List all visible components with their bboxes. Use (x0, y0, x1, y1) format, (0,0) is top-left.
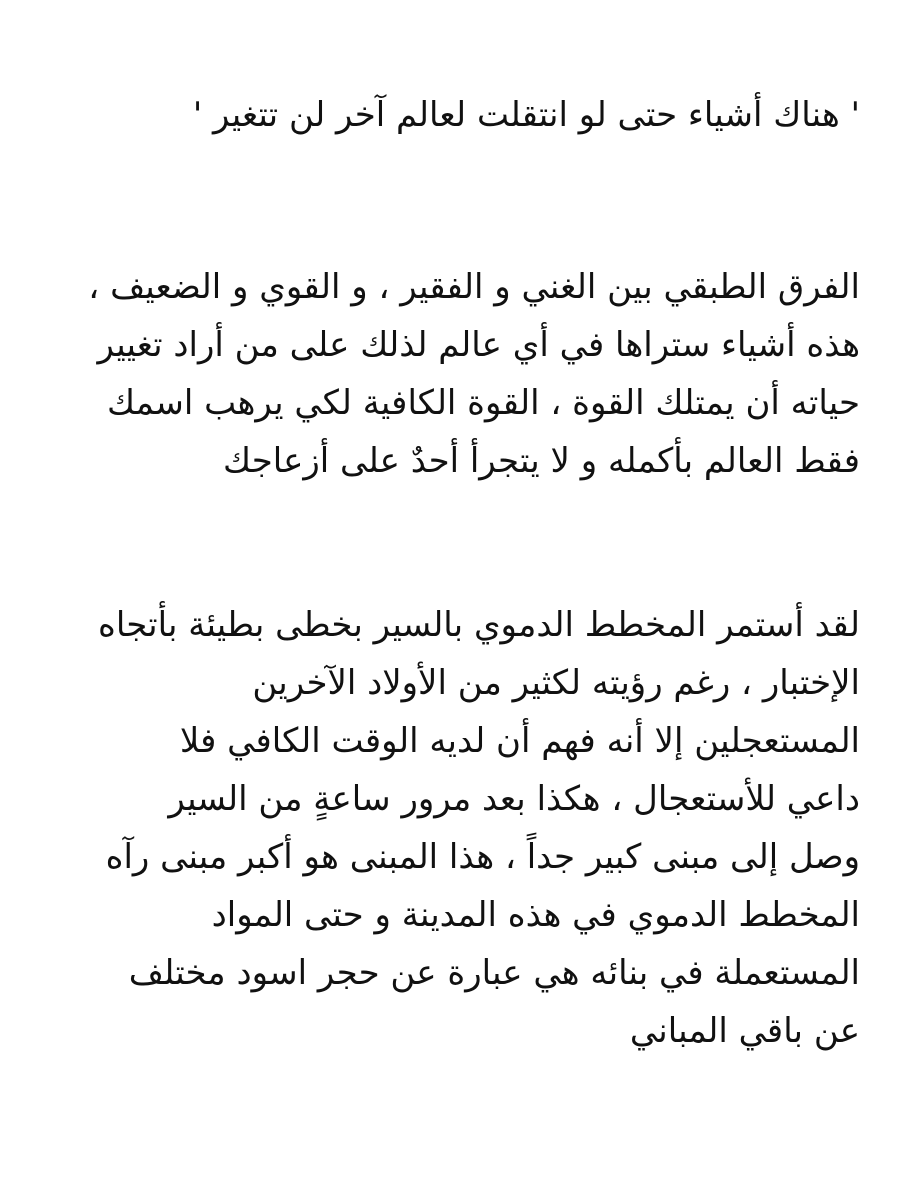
paragraph-1 (35, 258, 860, 490)
paragraph-line: الإختبار ، رغم رؤيته لكثير من الأولاد الآخرين (252, 663, 860, 703)
paragraph-line: وصل إلى مبنى كبير جداً ، هذا المبنى هو أكبر مبنى رآه (105, 837, 860, 877)
paragraph-line: المستعملة في بنائه هي عبارة عن حجر اسود مختلف (128, 953, 860, 993)
paragraph-line: المخطط الدموي في هذه المدينة و حتى المواد (211, 895, 860, 935)
paragraph-line: الفرق الطبقي بين الغني و الفقير ، و القوي و الضعيف ، (88, 267, 860, 307)
paragraph-line: هذه أشياء ستراها في أي عالم لذلك على من أراد تغيير (97, 325, 860, 365)
quote-line: ' هناك أشياء حتى لو انتقلت لعالم آخر لن تتغير ' (192, 95, 860, 135)
paragraph-2 (35, 596, 860, 1060)
paragraph-line: عن باقي المباني (629, 1011, 860, 1051)
paragraph-line: داعي للأستعجال ، هكذا بعد مرور ساعةٍ من السير (168, 779, 860, 819)
opening-quote (35, 86, 860, 144)
paragraph-line: فقط العالم بأكمله و لا يتجرأ أحدٌ على أزعاجك (223, 441, 860, 481)
paragraph-line: حياته أن يمتلك القوة ، القوة الكافية لكي يرهب اسمك (107, 383, 860, 423)
paragraph-line: المستعجلين إلا أنه فهم أن لديه الوقت الكافي فلا (179, 721, 860, 761)
paragraph-line: لقد أستمر المخطط الدموي بالسير بخطى بطيئة بأتجاه (98, 605, 860, 645)
